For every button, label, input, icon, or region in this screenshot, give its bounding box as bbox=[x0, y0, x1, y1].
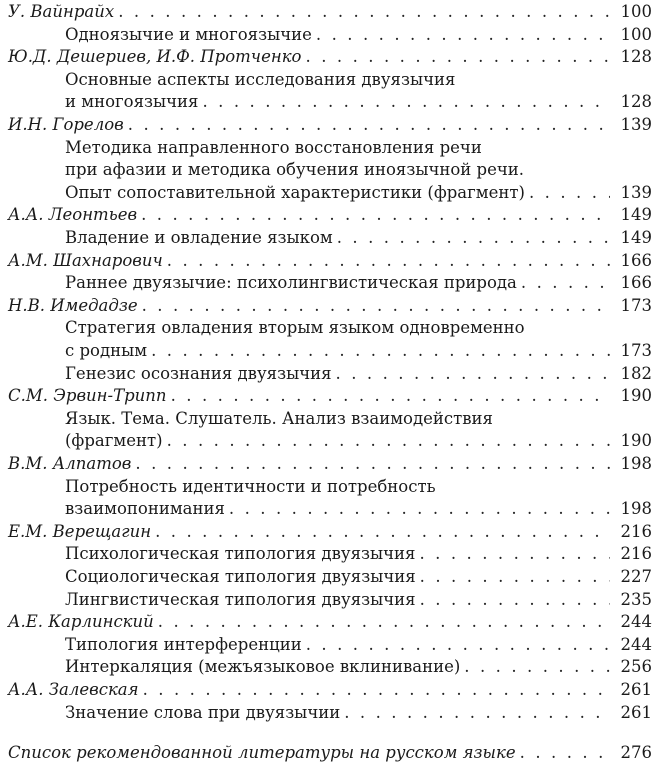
toc-work-line bbox=[8, 91, 652, 113]
author-name: А.А. Леонтьев bbox=[8, 205, 138, 224]
dot-leader bbox=[158, 611, 610, 633]
page-number: 216 bbox=[620, 544, 652, 563]
page-number: 128 bbox=[620, 92, 652, 111]
dot-leader bbox=[420, 589, 610, 611]
page-number: 227 bbox=[620, 567, 652, 586]
dot-leader bbox=[521, 272, 610, 294]
dot-leader bbox=[135, 453, 610, 475]
toc-author-line bbox=[8, 295, 652, 317]
dot-leader bbox=[419, 543, 610, 565]
entry-title: Потребность идентичности и потребность bbox=[65, 477, 436, 496]
page-number: 256 bbox=[620, 657, 652, 676]
entry-title: Стратегия овладения вторым языком одновременно bbox=[65, 318, 525, 337]
page-number: 149 bbox=[620, 205, 652, 224]
toc-work-line bbox=[8, 589, 652, 611]
dot-leader bbox=[316, 24, 610, 46]
entry-title: Владение и овладение языком bbox=[65, 228, 333, 247]
entry-title: взаимопонимания bbox=[65, 499, 225, 518]
toc-work-line bbox=[8, 69, 652, 91]
dot-leader bbox=[171, 385, 610, 407]
toc-bibliography-line bbox=[8, 742, 652, 764]
toc-author-line bbox=[8, 114, 652, 136]
toc-work-line bbox=[8, 634, 652, 656]
toc-work-line bbox=[8, 656, 652, 678]
page-number: 216 bbox=[620, 522, 652, 541]
dot-leader bbox=[155, 521, 610, 543]
entry-title: Одноязычие и многоязычие bbox=[65, 25, 312, 44]
entry-title: Генезис осознания двуязычия bbox=[65, 364, 332, 383]
entry-title: Список рекомендованной литературы на русском языке bbox=[8, 743, 516, 762]
author-name: А.А. Залевская bbox=[8, 680, 139, 699]
dot-leader bbox=[141, 204, 610, 226]
entry-title: Интеркаляция (межъязыковое вклинивание) bbox=[65, 657, 461, 676]
page-number: 261 bbox=[620, 703, 652, 722]
toc-work-line bbox=[8, 340, 652, 362]
dot-leader bbox=[167, 250, 610, 272]
author-name: Н.В. Имедадзе bbox=[8, 296, 138, 315]
toc-work-line bbox=[8, 137, 652, 159]
entry-title: Язык. Тема. Слушатель. Анализ взаимодействия bbox=[65, 409, 493, 428]
toc-work-line bbox=[8, 24, 652, 46]
dot-leader bbox=[344, 702, 610, 724]
toc-author-line bbox=[8, 250, 652, 272]
toc-author-line bbox=[8, 385, 652, 407]
page-number: 235 bbox=[620, 590, 652, 609]
dot-leader bbox=[306, 634, 610, 656]
page-number: 190 bbox=[620, 431, 652, 450]
toc-work-line bbox=[8, 363, 652, 385]
page-number: 190 bbox=[620, 386, 652, 405]
dot-leader bbox=[464, 656, 610, 678]
dot-leader bbox=[336, 363, 610, 385]
dot-leader bbox=[142, 295, 610, 317]
entry-title: Методика направленного восстановления речи bbox=[65, 138, 482, 157]
toc-work-line bbox=[8, 543, 652, 565]
author-name: В.М. Алпатов bbox=[8, 454, 132, 473]
page-number: 244 bbox=[620, 612, 652, 631]
toc-work-line bbox=[8, 182, 652, 204]
dot-leader bbox=[337, 227, 610, 249]
toc-author-line bbox=[8, 521, 652, 543]
toc-work-line bbox=[8, 566, 652, 588]
entry-title: Опыт сопоставительной характеристики (фрагмент) bbox=[65, 183, 525, 202]
dot-leader bbox=[128, 114, 610, 136]
entry-title: Раннее двуязычие: психолингвистическая природа bbox=[65, 273, 517, 292]
entry-title: Психологическая типология двуязычия bbox=[65, 544, 416, 563]
entry-title: (фрагмент) bbox=[65, 431, 163, 450]
page-number: 198 bbox=[620, 499, 652, 518]
entry-title: при афазии и методика обучения иноязычной речи. bbox=[65, 160, 525, 179]
page-number: 139 bbox=[620, 183, 652, 202]
dot-leader bbox=[118, 1, 610, 23]
entry-title: с родным bbox=[65, 341, 148, 360]
page-number: 261 bbox=[620, 680, 652, 699]
toc-author-line bbox=[8, 204, 652, 226]
dot-leader bbox=[167, 430, 610, 452]
page-number: 244 bbox=[620, 635, 652, 654]
author-name: И.Н. Горелов bbox=[8, 115, 124, 134]
toc-work-line bbox=[8, 498, 652, 520]
toc-work-line bbox=[8, 430, 652, 452]
page-number: 276 bbox=[620, 743, 652, 762]
entry-title: и многоязычия bbox=[65, 92, 199, 111]
page-number: 198 bbox=[620, 454, 652, 473]
page-number: 139 bbox=[620, 115, 652, 134]
page-number: 166 bbox=[620, 273, 652, 292]
toc-author-line bbox=[8, 611, 652, 633]
author-name: У. Вайнрайх bbox=[8, 2, 115, 21]
toc-work-line bbox=[8, 272, 652, 294]
toc-work-line bbox=[8, 476, 652, 498]
author-name: Е.М. Верещагин bbox=[8, 522, 152, 541]
entry-title: Лингвистическая типология двуязычия bbox=[65, 590, 416, 609]
page-number: 128 bbox=[620, 47, 652, 66]
entry-title: Типология интерференции bbox=[65, 635, 302, 654]
page-number: 173 bbox=[620, 296, 652, 315]
page-number: 166 bbox=[620, 251, 652, 270]
toc-work-line bbox=[8, 408, 652, 430]
dot-leader bbox=[529, 182, 610, 204]
author-name: С.М. Эрвин-Трипп bbox=[8, 386, 167, 405]
dot-leader bbox=[520, 742, 610, 764]
entry-title: Основные аспекты исследования двуязычия bbox=[65, 70, 456, 89]
page-number: 100 bbox=[620, 2, 652, 21]
dot-leader bbox=[202, 91, 610, 113]
toc-author-line bbox=[8, 453, 652, 475]
author-name: А.Е. Карлинский bbox=[8, 612, 154, 631]
entry-title: Социологическая типология двуязычия bbox=[65, 567, 416, 586]
entry-title: Значение слова при двуязычии bbox=[65, 703, 341, 722]
toc-work-line bbox=[8, 702, 652, 724]
page-number: 100 bbox=[620, 25, 652, 44]
page-number: 149 bbox=[620, 228, 652, 247]
dot-leader bbox=[143, 679, 610, 701]
dot-leader bbox=[306, 46, 611, 68]
toc-author-line bbox=[8, 679, 652, 701]
page-number: 182 bbox=[620, 364, 652, 383]
author-name: Ю.Д. Дешериев, И.Ф. Протченко bbox=[8, 47, 302, 66]
author-name: А.М. Шахнарович bbox=[8, 251, 163, 270]
toc-work-line bbox=[8, 159, 652, 181]
toc-author-line bbox=[8, 1, 652, 23]
dot-leader bbox=[151, 340, 610, 362]
dot-leader bbox=[229, 498, 610, 520]
page-number: 173 bbox=[620, 341, 652, 360]
toc-work-line bbox=[8, 317, 652, 339]
toc-author-line bbox=[8, 46, 652, 68]
toc-work-line bbox=[8, 227, 652, 249]
dot-leader bbox=[420, 566, 610, 588]
